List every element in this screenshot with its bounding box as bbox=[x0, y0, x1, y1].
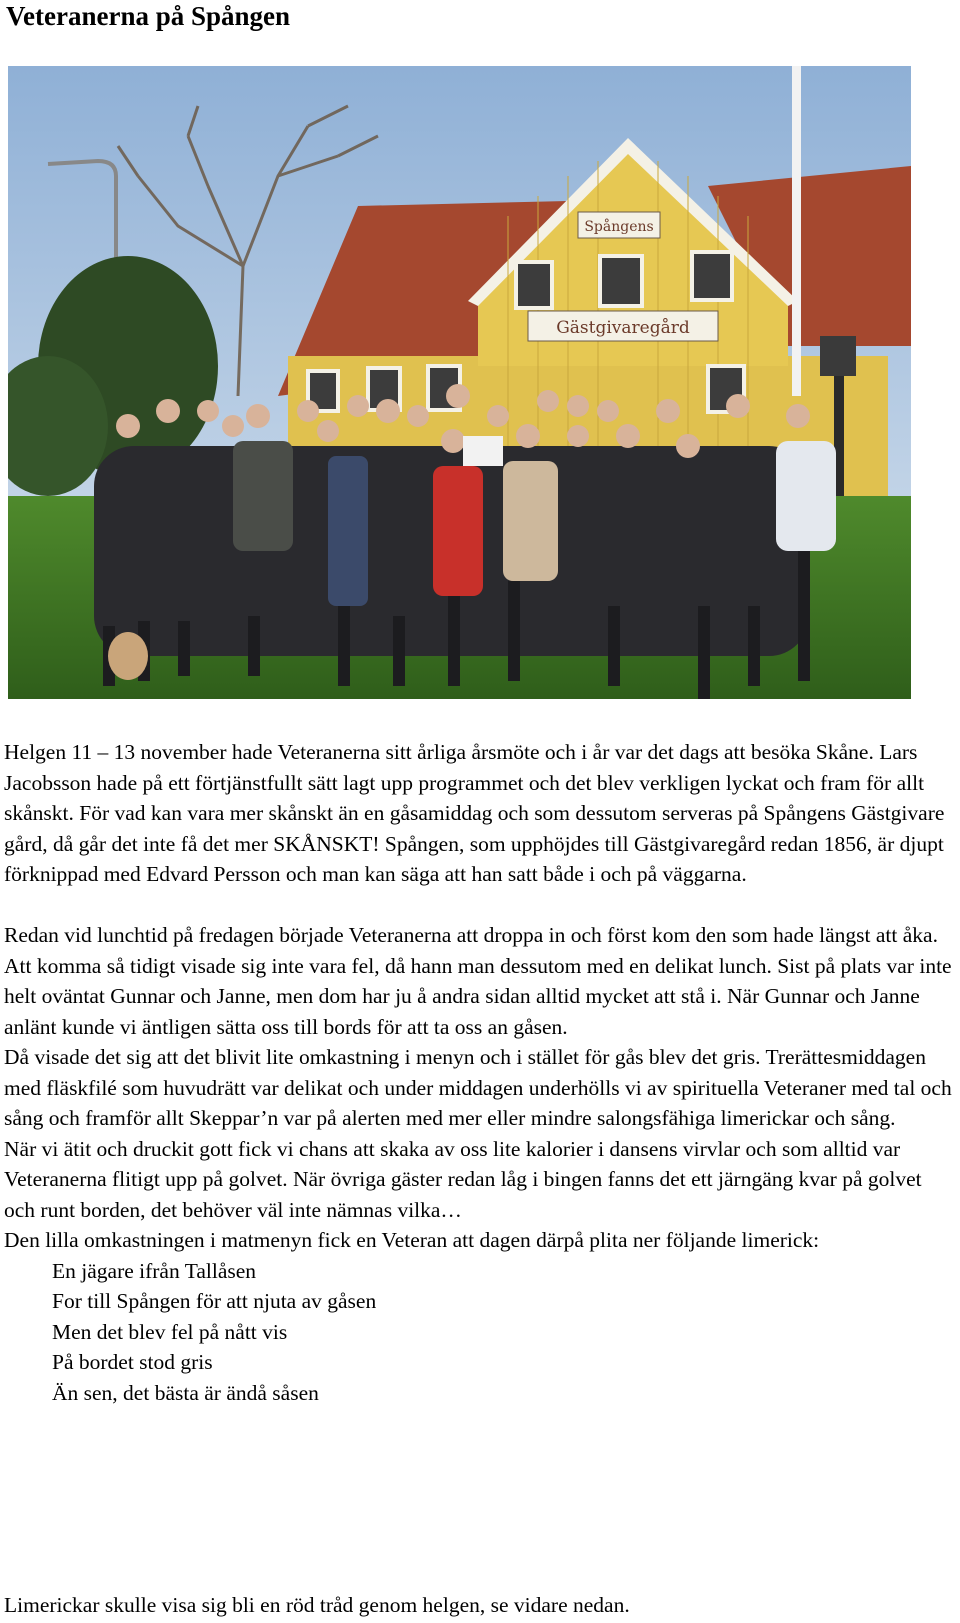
window bbox=[516, 262, 552, 308]
paragraph: När vi ätit och druckit gott fick vi chans att skaka av oss lite kalorier i dansens virvlar och som alltid var Veteranerna flitigt upp på golvet. När övriga gäster redan låg i bingen fanns det ett järngäng kvar på golvet och runt borden, det behöver väl inte nämnas vilka… bbox=[4, 1136, 922, 1222]
paragraph: Redan vid lunchtid på fredagen började Veteranerna att droppa in och först kom den som hade längst att åka. Att komma så tidigt visade sig inte vara fel, då hann man dessutom med en delikat lunch. Sist på plats var inte helt oväntat Gunnar och Janne, men dom har ju å andra sidan alltid mycket att stå i. När Gunnar och Janne anlänt kunde vi äntligen sätta oss till bords för att ta oss an gåsen. bbox=[4, 923, 952, 1039]
dog bbox=[108, 632, 148, 680]
group-photo-illustration bbox=[8, 66, 911, 699]
limerick-line: Men det blev fel på nått vis bbox=[52, 1319, 288, 1344]
window bbox=[692, 252, 732, 300]
window bbox=[600, 256, 642, 306]
limerick-line: Än sen, det bästa är ändå såsen bbox=[52, 1380, 319, 1405]
limerick bbox=[52, 1256, 956, 1409]
article-body bbox=[4, 737, 956, 1408]
sign-gastgivaregard: Gästgivaregård bbox=[556, 318, 690, 338]
lamp-head bbox=[820, 336, 856, 376]
paragraph: Då visade det sig att det blivit lite omkastning i menyn och i stället för gås blev det gris. Trerättesmiddagen med fläskfilé som huvudrätt var delikat och under middagen underhölls vi av spirituella Veteraner med tal och sång och framför allt Skeppar’n var på alerten med mer eller mindre salongsfähiga limerickar och sång. bbox=[4, 1045, 952, 1130]
limerick-line: På bordet stod gris bbox=[52, 1350, 213, 1374]
limerick-line: En jägare ifrån Tallåsen bbox=[52, 1258, 257, 1283]
flagpole bbox=[792, 66, 801, 396]
closing-paragraph: Limerickar skulle visa sig bli en röd tråd genom helgen, se vidare nedan. bbox=[4, 1593, 630, 1617]
page-title: Veteranerna på Spången bbox=[6, 1, 291, 31]
sign-spangens: Spångens bbox=[584, 219, 654, 235]
paragraph: Helgen 11 – 13 november hade Veteranerna sitt årliga årsmöte och i år var det dags att besöka Skåne. Lars Jacobsson hade på ett förtjänstfullt sätt lagt upp programmet och det blev verkligen lyckat och fram för allt skånskt. För vad kan vara mer skånskt än en gåsamiddag och som dessutom serveras på Spångens Gästgivare gård, då går det inte få det mer SKÅNSKT! Spången, som upphöjdes till Gästgivaregård redan 1856, är djupt förknippad med Edvard Persson och man kan säga att han satt både i och på väggarna. bbox=[4, 740, 945, 886]
limerick-line: For till Spången för att njuta av gåsen bbox=[52, 1289, 377, 1313]
paragraph: Den lilla omkastningen i matmenyn fick en Veteran att dagen därpå plita ner följande limerick: bbox=[4, 1228, 820, 1252]
group-photo bbox=[8, 66, 911, 699]
